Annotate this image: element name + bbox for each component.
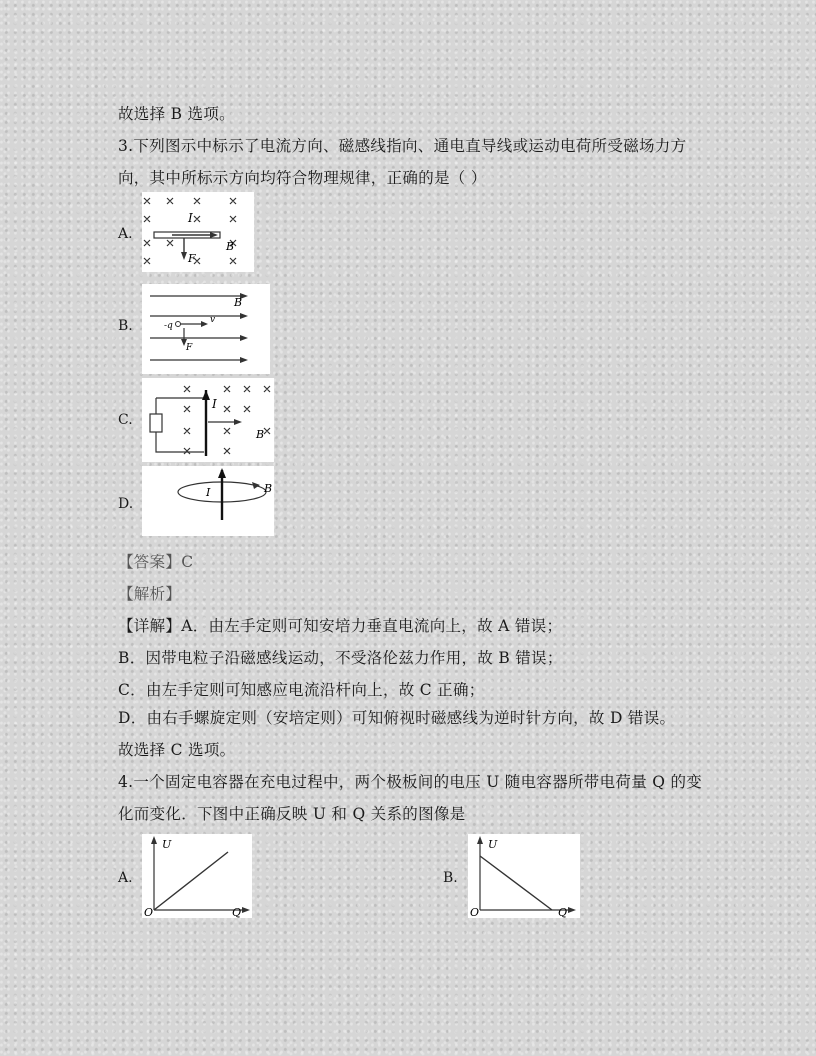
fig-d-current-label: I bbox=[206, 486, 211, 499]
figure-option-d bbox=[142, 466, 274, 536]
option-b-label: B. bbox=[118, 318, 133, 334]
detail-line-b: B．因带电粒子沿磁感线运动，不受洛伦兹力作用，故 B 错误； bbox=[118, 649, 563, 667]
q4-graph-a bbox=[142, 834, 252, 918]
figure-option-a bbox=[142, 192, 254, 272]
fig-b-charge-label: -q bbox=[164, 321, 173, 331]
fig-b-force-label: F bbox=[186, 343, 193, 353]
fig-b-field-label: B bbox=[234, 296, 243, 309]
fig-a-force-label: F bbox=[188, 252, 196, 265]
detail-line-c: C．由左手定则可知感应电流沿杆向上，故 C 正确； bbox=[118, 681, 485, 699]
q4-option-b-label: B. bbox=[443, 870, 458, 886]
question-4-text-line-1: 4.一个固定电容器在充电过程中，两个极板间的电压 U 随电容器所带电荷量 Q 的变 bbox=[118, 773, 703, 791]
fig-a-current-label: I bbox=[188, 211, 193, 225]
figure-option-b bbox=[142, 284, 270, 374]
fig-b-velocity-label: v bbox=[210, 315, 216, 325]
detail-line-a: 【详解】A．由左手定则可知安培力垂直电流向上，故 A 错误； bbox=[118, 617, 563, 635]
fig-d-field-label: B bbox=[264, 482, 273, 495]
option-d-label: D. bbox=[118, 496, 134, 512]
option-c-label: C. bbox=[118, 412, 133, 428]
conclusion-line: 故选择 C 选项。 bbox=[118, 741, 236, 759]
question-3-text-line-2: 向，其中所标示方向均符合物理规律，正确的是（ ） bbox=[118, 169, 487, 187]
fig-c-field-label: B bbox=[256, 428, 265, 441]
question-4-text-line-2: 化而变化．下图中正确反映 U 和 Q 关系的图像是 bbox=[118, 805, 466, 823]
graph-a-origin-label: O bbox=[144, 906, 154, 918]
q4-graph-b bbox=[468, 834, 580, 918]
question-3-text-line-1: 3.下列图示中标示了电流方向、磁感线指向、通电直导线或运动电荷所受磁场力方 bbox=[118, 137, 687, 155]
analysis-tag: 【解析】 bbox=[118, 585, 182, 603]
graph-b-x-label: Q bbox=[558, 906, 568, 918]
graph-b-y-label: U bbox=[488, 838, 498, 851]
graph-b-origin-label: O bbox=[470, 906, 480, 918]
fig-a-field-label: B bbox=[226, 240, 235, 253]
previous-conclusion: 故选择 B 选项。 bbox=[118, 105, 235, 123]
fig-c-current-label: I bbox=[212, 397, 217, 411]
graph-a-x-label: Q bbox=[232, 906, 242, 918]
graph-a-y-label: U bbox=[162, 838, 172, 851]
detail-line-d: D．由右手螺旋定则（安培定则）可知俯视时磁感线为逆时针方向，故 D 错误。 bbox=[118, 709, 676, 727]
option-a-label: A. bbox=[118, 226, 133, 242]
q4-option-a-label: A. bbox=[118, 870, 133, 886]
answer-line: 【答案】C bbox=[118, 553, 194, 571]
figure-option-c bbox=[142, 378, 274, 462]
